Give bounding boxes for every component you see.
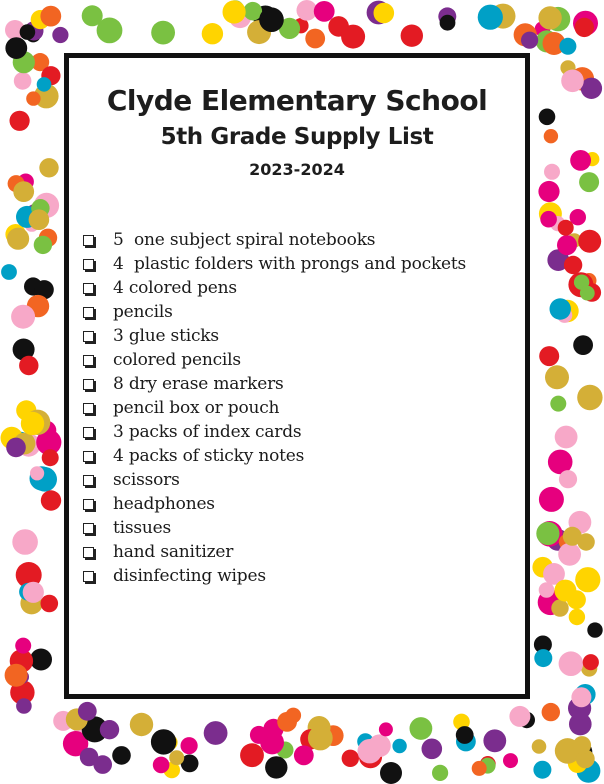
list-item [83, 348, 466, 372]
confetti-dot [181, 737, 198, 754]
confetti-dot [1, 264, 17, 280]
confetti-dot [40, 6, 61, 27]
confetti-dot [41, 595, 59, 613]
confetti-dot [379, 722, 393, 736]
confetti-dot [544, 129, 558, 143]
list-item [83, 516, 466, 540]
confetti-dot [6, 438, 26, 458]
confetti-dot [550, 298, 571, 319]
confetti-dot [202, 23, 223, 44]
confetti-dot [244, 2, 263, 21]
supply-list-card [64, 53, 530, 699]
confetti-dot [223, 0, 246, 23]
confetti-dot [540, 211, 557, 228]
confetti-dot [558, 543, 581, 566]
confetti-dot [5, 37, 27, 59]
item-label: scissors [113, 470, 180, 490]
confetti-dot [557, 235, 577, 255]
confetti-dot [16, 698, 32, 714]
checkbox-icon [83, 571, 94, 582]
confetti-dot [15, 638, 31, 654]
confetti-dot [570, 150, 591, 171]
confetti-dot [204, 721, 228, 745]
confetti-dot [151, 21, 175, 45]
checkbox-icon [83, 331, 94, 342]
confetti-dot [559, 470, 577, 488]
confetti-dot [422, 739, 443, 760]
supply-list [83, 228, 466, 588]
confetti-dot [545, 365, 569, 389]
confetti-dot [250, 726, 268, 744]
confetti-dot [342, 750, 359, 767]
confetti-dot [472, 761, 487, 776]
item-label: pencils [113, 302, 173, 322]
confetti-dot [536, 522, 559, 545]
confetti-dot [30, 466, 44, 480]
list-item [83, 372, 466, 396]
confetti-dot [10, 111, 30, 131]
confetti-dot [569, 609, 585, 625]
item-label: 3 glue sticks [113, 326, 219, 346]
confetti-dot [39, 158, 58, 177]
confetti-dot [7, 228, 29, 250]
confetti-dot [151, 729, 176, 754]
confetti-dot [533, 761, 551, 779]
item-label: headphones [113, 494, 215, 514]
confetti-dot [532, 739, 547, 754]
confetti-dot [578, 230, 601, 253]
confetti-dot [538, 181, 559, 202]
checkbox-icon [83, 547, 94, 558]
confetti-dot [259, 7, 284, 32]
item-label: 4 packs of sticky notes [113, 446, 305, 466]
confetti-dot [100, 720, 119, 739]
confetti-dot [14, 72, 32, 90]
list-item [83, 468, 466, 492]
checkbox-icon [83, 355, 94, 366]
item-label: tissues [113, 518, 172, 538]
list-item [83, 420, 466, 444]
checkbox-icon [83, 427, 94, 438]
confetti-dot [544, 164, 560, 180]
confetti-dot [13, 181, 34, 202]
confetti-dot [34, 236, 52, 254]
item-label: disinfecting wipes [113, 566, 266, 586]
confetti-dot [559, 651, 584, 676]
list-item [83, 492, 466, 516]
confetti-dot [440, 15, 456, 31]
confetti-dot [571, 687, 591, 707]
confetti-dot [29, 209, 50, 230]
confetti-dot [587, 622, 602, 637]
confetti-dot [550, 396, 566, 412]
confetti-dot [277, 712, 297, 732]
confetti-dot [265, 756, 287, 778]
confetti-dot [305, 29, 325, 49]
confetti-dot [401, 25, 423, 47]
checkbox-icon [83, 259, 94, 270]
confetti-dot [483, 729, 506, 752]
confetti-dot [374, 3, 395, 24]
item-label: pencil box or pouch [113, 398, 280, 418]
checkbox-icon [83, 475, 94, 486]
confetti-dot [294, 745, 314, 765]
confetti-dot [561, 70, 584, 93]
list-item [83, 300, 466, 324]
confetti-dot [534, 649, 552, 667]
checkbox-icon [83, 235, 94, 246]
confetti-dot [478, 5, 503, 30]
item-label: 3 packs of index cards [113, 422, 302, 442]
confetti-dot [368, 734, 391, 757]
school-name: Clyde Elementary School [106, 84, 488, 117]
item-label: 8 dry erase markers [113, 374, 284, 394]
confetti-dot [78, 702, 97, 721]
checkbox-icon [83, 283, 94, 294]
list-title: 5th Grade Supply List [160, 124, 434, 150]
checkbox-icon [83, 379, 94, 390]
item-label: 4 plastic folders with prongs and pockets [113, 254, 467, 274]
confetti-dot [12, 529, 38, 555]
checkbox-icon [83, 499, 94, 510]
item-label: 5 one subject spiral notebooks [113, 230, 376, 250]
confetti-dot [308, 726, 333, 751]
confetti-dot [93, 755, 112, 774]
confetti-dot [555, 426, 578, 449]
confetti-dot [11, 305, 35, 329]
confetti-dot [539, 109, 556, 126]
list-item [83, 444, 466, 468]
confetti-dot [521, 32, 538, 49]
confetti-dot [580, 286, 595, 301]
confetti-dot [542, 703, 560, 721]
confetti-dot [503, 753, 518, 768]
checkbox-icon [83, 403, 94, 414]
confetti-dot [575, 567, 600, 592]
confetti-dot [539, 487, 564, 512]
confetti-dot [579, 172, 599, 192]
confetti-dot [577, 385, 602, 410]
confetti-dot [538, 6, 561, 29]
confetti-dot [456, 726, 474, 744]
item-label: 4 colored pens [113, 278, 237, 298]
confetti-dot [42, 449, 59, 466]
confetti-dot [26, 91, 40, 105]
checkbox-icon [83, 451, 94, 462]
confetti-dot [581, 78, 602, 99]
confetti-dot [380, 762, 402, 784]
confetti-dot [392, 739, 406, 753]
confetti-dot [41, 490, 61, 510]
confetti-dot [5, 664, 28, 687]
confetti-dot [19, 356, 38, 375]
item-label: colored pencils [113, 350, 241, 370]
confetti-dot [551, 599, 568, 616]
confetti-dot [20, 24, 36, 40]
confetti-dot [21, 412, 44, 435]
confetti-dot [130, 713, 153, 736]
confetti-dot [539, 346, 559, 366]
confetti-dot [573, 736, 591, 754]
school-year: 2023-2024 [249, 160, 345, 179]
confetti-dot [82, 5, 103, 26]
list-item [83, 396, 466, 420]
list-item [83, 276, 466, 300]
confetti-dot [539, 582, 555, 598]
confetti-dot [314, 1, 335, 22]
confetti-dot [112, 746, 131, 765]
confetti-dot [153, 757, 170, 774]
confetti-dot [410, 717, 433, 740]
list-item [83, 228, 466, 252]
confetti-dot [341, 25, 365, 49]
confetti-dot [169, 750, 184, 765]
confetti-dot [583, 654, 599, 670]
confetti-dot [564, 256, 582, 274]
list-item [83, 252, 466, 276]
confetti-dot [52, 27, 68, 43]
item-label: hand sanitizer [113, 542, 234, 562]
confetti-dot [240, 743, 264, 767]
confetti-dot [30, 649, 52, 671]
confetti-dot [558, 220, 574, 236]
checkbox-icon [83, 523, 94, 534]
list-item [83, 564, 466, 588]
confetti-dot [573, 335, 593, 355]
confetti-dot [509, 706, 530, 727]
list-item [83, 324, 466, 348]
confetti-dot [563, 527, 582, 546]
confetti-dot [554, 580, 576, 602]
confetti-dot [23, 582, 44, 603]
confetti-dot [37, 77, 52, 92]
list-item [83, 540, 466, 564]
confetti-dot [559, 38, 576, 55]
confetti-dot [575, 18, 594, 37]
checkbox-icon [83, 307, 94, 318]
confetti-dot [432, 765, 448, 781]
